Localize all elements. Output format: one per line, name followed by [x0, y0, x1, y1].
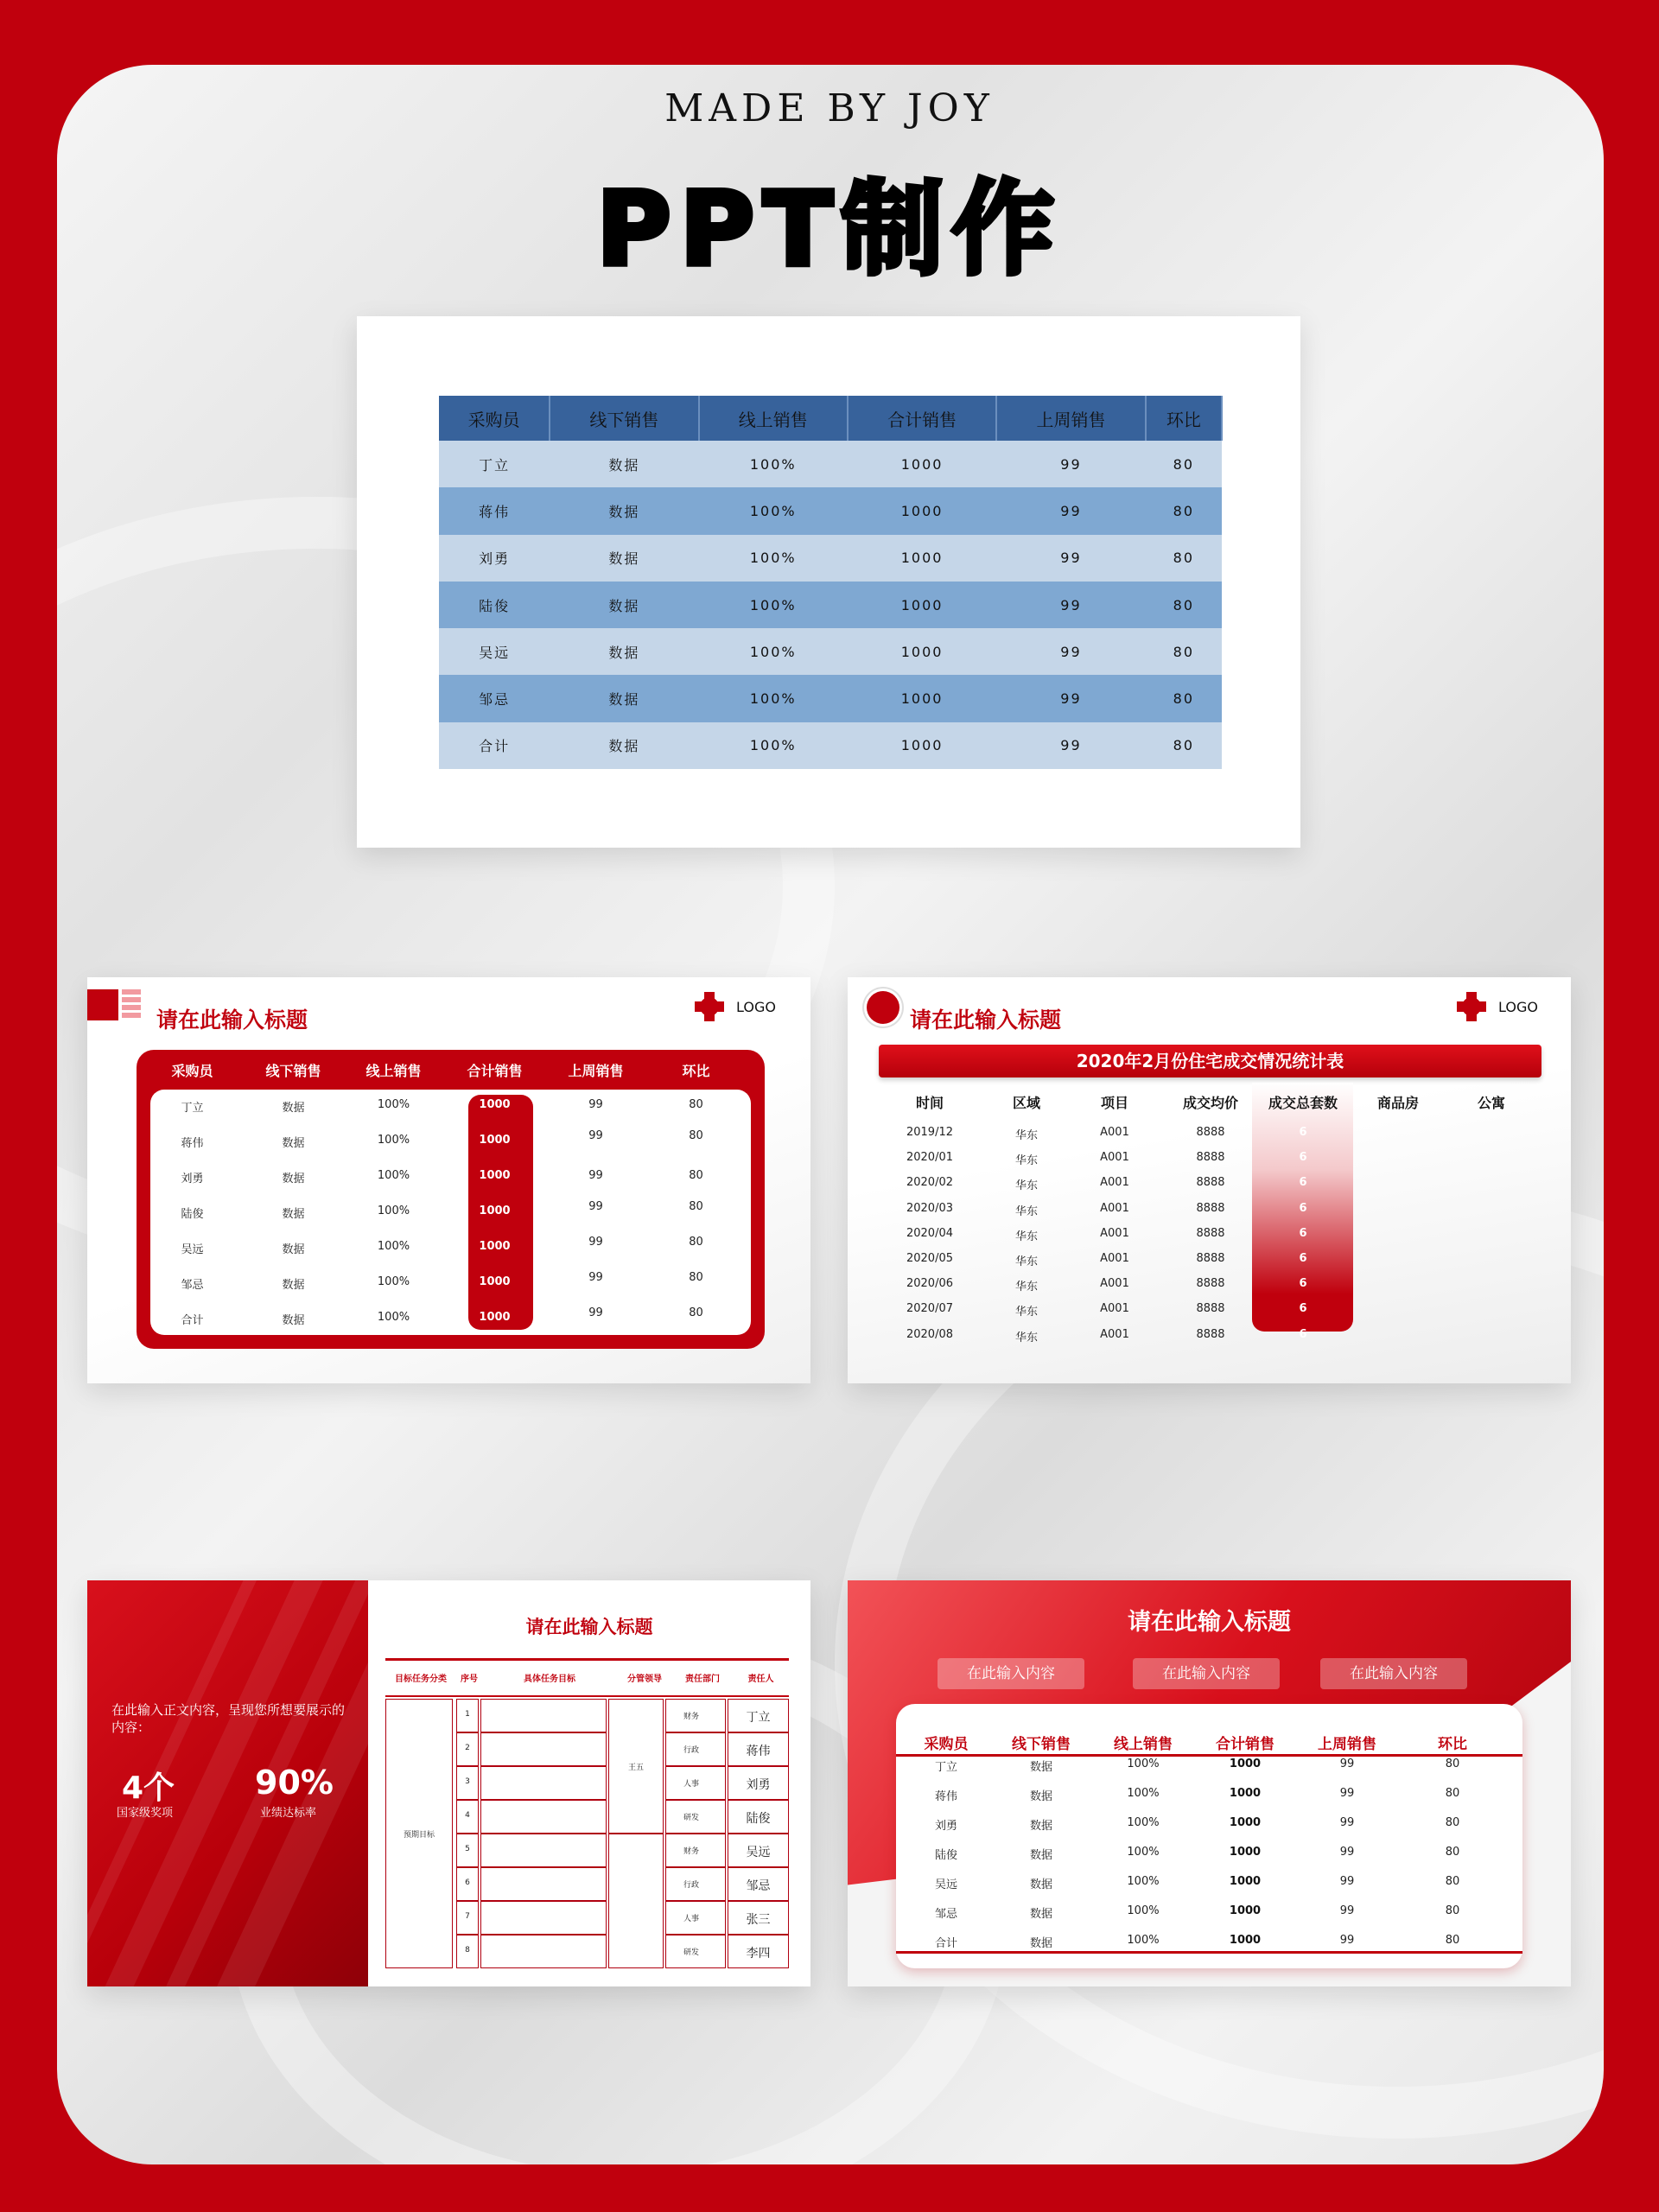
slide-housing-stats[interactable] — [848, 977, 1571, 1383]
title-grid-icon — [122, 989, 141, 1020]
table-cell: 100% — [1127, 1875, 1160, 1888]
table-row — [439, 441, 1222, 487]
table-cell: 华东 — [1014, 1129, 1038, 1142]
table-cell: 100% — [377, 1240, 410, 1253]
stat-value-rate: 90% — [255, 1764, 334, 1802]
table-cell: 1000 — [848, 535, 996, 582]
table-cell: 刘勇 — [439, 535, 550, 582]
made-by-label: MADE BY JOY — [664, 86, 995, 130]
table-cell: 1000 — [1229, 1787, 1262, 1800]
column-header: 采购员 — [171, 1063, 213, 1079]
table-cell: 99 — [1339, 1904, 1355, 1917]
header-rule — [385, 1695, 789, 1697]
table-cell: 80 — [1445, 1846, 1460, 1859]
body-text: 在此输入正文内容，呈现您所想要展示的内容： — [111, 1702, 346, 1735]
column-header: 线下销售 — [1012, 1736, 1071, 1753]
table-cell: 邹忌 — [439, 675, 550, 721]
table-cell: 100% — [377, 1205, 410, 1217]
table-cell: 1000 — [1229, 1875, 1262, 1888]
column-header: 具体任务目标 — [524, 1675, 575, 1684]
column-header: 合计销售 — [1216, 1736, 1274, 1753]
table-cell: 80 — [1445, 1904, 1460, 1917]
table-cell: 100% — [699, 628, 848, 675]
table-cell: 1000 — [848, 675, 996, 721]
department: 研发 — [683, 1948, 699, 1957]
task-box — [480, 1699, 607, 1732]
table-cell: 数据 — [550, 628, 698, 675]
blue-data-table — [439, 396, 1223, 769]
table-cell: 数据 — [282, 1314, 305, 1327]
table-cell: 丁立 — [439, 441, 550, 487]
table-cell: 邹忌 — [181, 1279, 204, 1292]
table-cell: A001 — [1100, 1252, 1129, 1265]
table-cell: 华东 — [1014, 1331, 1038, 1344]
table-cell: 数据 — [550, 722, 698, 769]
table-cell: 蒋伟 — [934, 1790, 957, 1803]
column-header: 区域 — [1012, 1095, 1040, 1111]
table-cell: 99 — [1339, 1787, 1355, 1800]
task-table — [385, 1658, 789, 1972]
logo-icon — [695, 992, 724, 1021]
row-number: 1 — [465, 1710, 470, 1719]
row-number: 3 — [465, 1777, 470, 1786]
table-cell: 数据 — [282, 1102, 305, 1115]
table-cell: 2020/04 — [906, 1226, 953, 1240]
table-cell: 100% — [699, 487, 848, 534]
table-cell: 8888 — [1196, 1277, 1225, 1291]
person-name: 蒋伟 — [746, 1745, 771, 1758]
stat-label-rate: 业绩达标率 — [260, 1807, 317, 1820]
table-cell: 80 — [1146, 722, 1222, 769]
department: 研发 — [683, 1814, 699, 1822]
table-cell: 数据 — [1029, 1761, 1052, 1774]
table-cell: 1000 — [479, 1240, 511, 1253]
table-cell: 华东 — [1014, 1281, 1038, 1294]
table-cell: 2020/06 — [906, 1277, 953, 1291]
table-cell: 100% — [699, 582, 848, 628]
table-cell: 合计 — [934, 1937, 957, 1950]
table-cell: 1000 — [848, 487, 996, 534]
table-cell: 2020/02 — [906, 1176, 953, 1190]
table-cell: 1000 — [1229, 1758, 1262, 1770]
department: 财务 — [683, 1847, 699, 1856]
column-header: 目标任务分类 — [395, 1675, 447, 1684]
table-row — [439, 628, 1222, 675]
column-header: 线下销售 — [550, 396, 698, 441]
table-cell: 2019/12 — [906, 1126, 953, 1139]
slide-title: 请在此输入标题 — [525, 1617, 653, 1637]
table-cell: 99 — [1339, 1934, 1355, 1947]
table-cell: 99 — [588, 1129, 603, 1142]
task-box — [480, 1732, 607, 1766]
table-cell: 80 — [1445, 1787, 1460, 1800]
table-cell: 数据 — [1029, 1790, 1052, 1803]
person-name: 丁立 — [746, 1711, 771, 1725]
table-cell: 华东 — [1014, 1154, 1038, 1168]
table-cell: A001 — [1100, 1201, 1129, 1215]
table-cell: 80 — [1146, 675, 1222, 721]
table-cell: 80 — [689, 1200, 703, 1213]
task-box — [480, 1766, 607, 1800]
red-table-frame — [137, 1050, 765, 1349]
logo-text: LOGO — [1498, 998, 1538, 1015]
table-cell: 数据 — [1029, 1820, 1052, 1833]
table-cell: 8888 — [1196, 1226, 1225, 1240]
logo — [1457, 992, 1538, 1021]
table-cell: 100% — [377, 1311, 410, 1324]
column-header: 线上销售 — [1114, 1736, 1173, 1753]
table-cell: 8888 — [1196, 1201, 1225, 1215]
column-header: 分管领导 — [627, 1675, 662, 1684]
table-cell: 1000 — [479, 1205, 511, 1217]
table-cell: 华东 — [1014, 1230, 1038, 1243]
table-cell: A001 — [1100, 1126, 1129, 1139]
table-cell: 80 — [689, 1169, 703, 1182]
table-cell: 100% — [377, 1098, 410, 1111]
column-header: 合计销售 — [848, 396, 996, 441]
slide-blue-table[interactable] — [357, 316, 1300, 848]
table-cell: 80 — [1445, 1816, 1460, 1829]
table-cell: 吴远 — [934, 1878, 957, 1891]
table-cell: 数据 — [282, 1279, 305, 1292]
table-cell: 80 — [689, 1098, 703, 1111]
table-cell: 1000 — [848, 722, 996, 769]
column-header: 项目 — [1100, 1095, 1128, 1111]
table-cell: 吴远 — [181, 1243, 204, 1256]
table-cell: 1000 — [479, 1134, 511, 1147]
slide-red-header-table[interactable] — [848, 1580, 1571, 1986]
table-cell: 99 — [588, 1306, 603, 1319]
table-cell: 数据 — [1029, 1908, 1052, 1921]
table-cell: 1000 — [848, 582, 996, 628]
table-cell: 8888 — [1196, 1176, 1225, 1190]
table-cell: 华东 — [1014, 1255, 1038, 1268]
table-row — [439, 675, 1222, 721]
person-name: 陆俊 — [746, 1812, 771, 1826]
table-cell: 蒋伟 — [439, 487, 550, 534]
table-cell: 1000 — [848, 628, 996, 675]
table-cell: 1000 — [479, 1275, 511, 1288]
table-cell: 100% — [1127, 1758, 1160, 1770]
table-cell: 6 — [1299, 1327, 1307, 1341]
table-cell: 1000 — [479, 1169, 511, 1182]
task-box — [480, 1800, 607, 1834]
table-cell: A001 — [1100, 1226, 1129, 1240]
table-cell: 数据 — [550, 535, 698, 582]
table-cell: 1000 — [848, 441, 996, 487]
column-header: 序号 — [461, 1675, 478, 1684]
person-name: 张三 — [746, 1913, 771, 1927]
table-cell: 99 — [588, 1271, 603, 1284]
table-cell: 80 — [689, 1306, 703, 1319]
table-cell: 2020/05 — [906, 1252, 953, 1265]
table-cell: 2020/07 — [906, 1302, 953, 1316]
table-cell: 1000 — [1229, 1846, 1262, 1859]
department: 行政 — [683, 1881, 699, 1890]
task-box — [480, 1834, 607, 1867]
table-cell: 99 — [1339, 1758, 1355, 1770]
table-cell: 蒋伟 — [181, 1137, 204, 1150]
table-cell: 100% — [699, 722, 848, 769]
table-cell: 99 — [588, 1200, 603, 1213]
table-cell: 99 — [996, 722, 1145, 769]
column-header: 商品房 — [1376, 1095, 1419, 1111]
table-cell: 1000 — [1229, 1934, 1262, 1947]
table-cell: 80 — [1445, 1934, 1460, 1947]
table-cell: 华东 — [1014, 1205, 1038, 1218]
logo — [695, 992, 776, 1021]
table-cell: 99 — [588, 1098, 603, 1111]
table-cell: 99 — [588, 1236, 603, 1249]
table-cell: 6 — [1299, 1226, 1307, 1240]
table-cell: 6 — [1299, 1252, 1307, 1265]
table-cell: 6 — [1299, 1126, 1307, 1139]
table-cell: 2020/08 — [906, 1327, 953, 1341]
row-number: 4 — [465, 1811, 470, 1820]
row-number: 7 — [465, 1912, 470, 1921]
table-cell: 6 — [1299, 1201, 1307, 1215]
table-cell: 6 — [1299, 1151, 1307, 1165]
logo-text: LOGO — [736, 998, 776, 1015]
table-cell: 80 — [1146, 628, 1222, 675]
column-header: 成交总套数 — [1268, 1095, 1338, 1111]
table-cell: 80 — [1445, 1758, 1460, 1770]
table-cell: 陆俊 — [181, 1208, 204, 1221]
red-image-panel — [87, 1580, 368, 1986]
column-header: 上周销售 — [996, 396, 1145, 441]
slide-red-frame-table[interactable] — [87, 977, 810, 1383]
table-cell: 丁立 — [934, 1761, 957, 1774]
table-cell: 80 — [1445, 1875, 1460, 1888]
table-cell: 8888 — [1196, 1327, 1225, 1341]
table-cell: A001 — [1100, 1277, 1129, 1291]
column-header: 线上销售 — [365, 1063, 422, 1079]
table-cell: 数据 — [282, 1243, 305, 1256]
column-header: 合计销售 — [467, 1063, 523, 1079]
table-cell: 陆俊 — [934, 1849, 957, 1862]
table-cell: 数据 — [1029, 1878, 1052, 1891]
row-number: 6 — [465, 1878, 470, 1887]
table-cell: 100% — [1127, 1787, 1160, 1800]
table-cell: 陆俊 — [439, 582, 550, 628]
stat-value-awards: 4个 — [122, 1770, 175, 1806]
table-cell: 99 — [996, 487, 1145, 534]
row-number: 5 — [465, 1845, 470, 1853]
row-number: 2 — [465, 1744, 470, 1752]
table-cell: 99 — [588, 1169, 603, 1182]
table-cell: 8888 — [1196, 1151, 1225, 1165]
table-cell: 合计 — [439, 722, 550, 769]
table-cell: 6 — [1299, 1176, 1307, 1190]
table-cell: A001 — [1100, 1176, 1129, 1190]
person-name: 刘勇 — [746, 1778, 771, 1792]
table-cell: 6 — [1299, 1302, 1307, 1316]
table-cell: 80 — [689, 1271, 703, 1284]
table-cell: 100% — [377, 1134, 410, 1147]
table-row — [439, 535, 1222, 582]
table-cell: 80 — [1146, 582, 1222, 628]
table-cell: 99 — [996, 582, 1145, 628]
logo-icon — [1457, 992, 1486, 1021]
department: 行政 — [683, 1746, 699, 1755]
table-cell: 刘勇 — [934, 1820, 957, 1833]
table-cell: 100% — [1127, 1816, 1160, 1829]
column-header: 环比 — [1438, 1736, 1467, 1753]
main-title: PPT制作 — [596, 169, 1063, 289]
column-header: 上周销售 — [568, 1063, 624, 1079]
table-cell: 数据 — [550, 675, 698, 721]
table-cell: 数据 — [282, 1208, 305, 1221]
table-cell: 99 — [1339, 1846, 1355, 1859]
table-cell: 100% — [1127, 1934, 1160, 1947]
table-cell: 数据 — [282, 1173, 305, 1185]
leader-box — [608, 1834, 664, 1968]
column-header: 采购员 — [924, 1736, 969, 1753]
table-cell: 8888 — [1196, 1126, 1225, 1139]
table-cell: 99 — [996, 675, 1145, 721]
table-cell: 80 — [1146, 487, 1222, 534]
table-cell: 数据 — [282, 1137, 305, 1150]
column-header: 责任人 — [747, 1675, 774, 1684]
slide-task-table[interactable] — [87, 1580, 810, 1986]
table-cell: 100% — [699, 675, 848, 721]
table-cell: 6 — [1299, 1277, 1307, 1291]
table-cell: 华东 — [1014, 1179, 1038, 1193]
table-cell: 8888 — [1196, 1252, 1225, 1265]
person-name: 吴远 — [746, 1846, 771, 1859]
table-cell: 99 — [996, 535, 1145, 582]
table-row — [439, 487, 1222, 534]
table-cell: 99 — [1339, 1875, 1355, 1888]
column-header: 线上销售 — [699, 396, 848, 441]
table-cell: 1000 — [1229, 1904, 1262, 1917]
table-cell: 2020/03 — [906, 1201, 953, 1215]
title-circle-icon — [867, 991, 899, 1024]
table-cell: 100% — [699, 535, 848, 582]
table-cell: 100% — [377, 1169, 410, 1182]
table-cell: 100% — [1127, 1904, 1160, 1917]
content-pill-2[interactable]: 在此输入内容 — [1133, 1658, 1280, 1689]
table-cell: 99 — [996, 628, 1145, 675]
table-cell: 99 — [1339, 1816, 1355, 1829]
column-header: 环比 — [682, 1063, 710, 1079]
department: 财务 — [683, 1713, 699, 1721]
table-cell: 刘勇 — [181, 1173, 204, 1185]
column-header: 线下销售 — [265, 1063, 321, 1079]
table-cell: 华东 — [1014, 1306, 1038, 1319]
table-cell: 80 — [1146, 441, 1222, 487]
title-square-icon — [87, 989, 118, 1020]
slide-title: 请在此输入标题 — [1128, 1609, 1291, 1636]
person-name: 邹忌 — [746, 1879, 771, 1893]
table-cell: 99 — [996, 441, 1145, 487]
table-panel — [896, 1704, 1522, 1968]
task-box — [480, 1901, 607, 1935]
table-row — [439, 582, 1222, 628]
table-cell: 数据 — [550, 582, 698, 628]
table-cell: 80 — [689, 1129, 703, 1142]
category-label: 预期目标 — [403, 1831, 435, 1840]
table-cell: 吴远 — [439, 628, 550, 675]
table-cell: 2020/01 — [906, 1151, 953, 1165]
table-cell: 1000 — [479, 1311, 511, 1324]
row-number: 8 — [465, 1946, 470, 1955]
table-cell: 邹忌 — [934, 1908, 957, 1921]
table-row — [439, 722, 1222, 769]
task-box — [480, 1935, 607, 1968]
column-header: 责任部门 — [685, 1675, 720, 1684]
table-banner: 2020年2月份住宅成交情况统计表 — [879, 1045, 1541, 1077]
department: 人事 — [683, 1915, 699, 1923]
person-name: 李四 — [746, 1947, 771, 1961]
column-header: 成交均价 — [1182, 1095, 1238, 1111]
column-header: 上周销售 — [1318, 1736, 1376, 1753]
table-cell: 合计 — [181, 1314, 204, 1327]
table-cell: A001 — [1100, 1327, 1129, 1341]
table-cell: 数据 — [1029, 1849, 1052, 1862]
task-box — [480, 1867, 607, 1901]
table-cell: 1000 — [1229, 1816, 1262, 1829]
table-cell: 8888 — [1196, 1302, 1225, 1316]
table-cell: 100% — [377, 1275, 410, 1288]
table-cell: 100% — [699, 441, 848, 487]
content-pill-1[interactable]: 在此输入内容 — [938, 1658, 1084, 1689]
stat-label-awards: 国家级奖项 — [117, 1807, 174, 1820]
table-cell: 数据 — [1029, 1937, 1052, 1950]
table-cell: A001 — [1100, 1151, 1129, 1165]
column-header: 公寓 — [1477, 1095, 1505, 1111]
slide-title: 请在此输入标题 — [910, 1007, 1062, 1033]
table-cell: 80 — [689, 1236, 703, 1249]
table-cell: 数据 — [550, 487, 698, 534]
leader-name: 王五 — [627, 1764, 644, 1772]
table-cell: 1000 — [479, 1098, 511, 1111]
content-pill-3[interactable]: 在此输入内容 — [1320, 1658, 1467, 1689]
table-cell: 数据 — [550, 441, 698, 487]
table-cell: 100% — [1127, 1846, 1160, 1859]
table-cell: A001 — [1100, 1302, 1129, 1316]
column-header: 时间 — [915, 1095, 944, 1111]
department: 人事 — [683, 1780, 699, 1789]
table-cell: 丁立 — [181, 1102, 204, 1115]
column-header: 环比 — [1146, 396, 1222, 441]
column-header: 采购员 — [439, 396, 550, 441]
table-cell: 80 — [1146, 535, 1222, 582]
slide-title: 请在此输入标题 — [156, 1007, 308, 1033]
